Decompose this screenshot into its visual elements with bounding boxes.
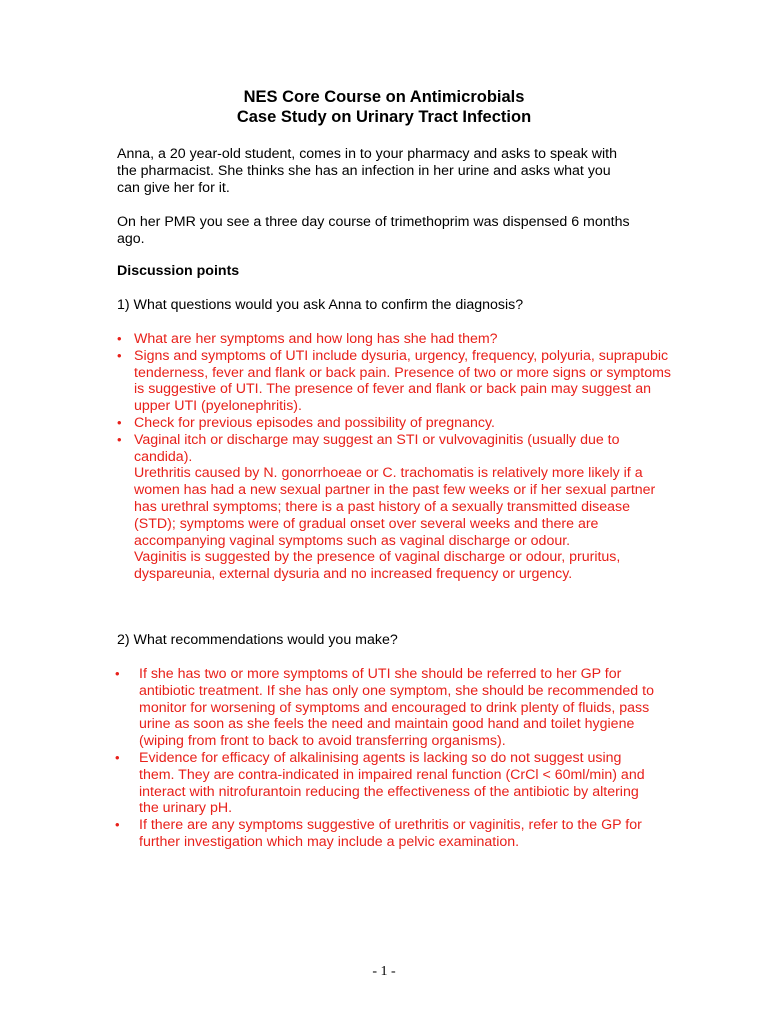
answer-text: Check for previous episodes and possibility of pregnancy. (134, 414, 495, 431)
list-item (115, 749, 659, 817)
answer-subparagraph: Urethritis caused by N. gonorrhoeae or C. trachomatis is relatively more likely if a women has had a new sexual partner in the past few weeks or if her sexual partner has urethral symptoms; there is a past history of a sexually transmitted disease (STD); symptoms were of gradual onset over several weeks and there are accompanying vaginal symptoms such as vaginal discharge or odour. (134, 465, 656, 549)
document-title: NES Core Course on Antimicrobials (243, 88, 525, 106)
answer-text: What are her symptoms and how long has she had them? (134, 331, 498, 347)
bullet-icon: • (117, 347, 122, 363)
answer-text: Evidence for efficacy of alkalinising agents is lacking so do not suggest using them. They are contra-indicated in impaired renal function (CrCl < 60ml/min) and interact with nitrofurantoin reducing the effectiveness of the antibiotic by altering the urinary pH. (139, 749, 645, 817)
question-1: 1) What questions would you ask Anna to confirm the diagnosis? (117, 297, 524, 313)
list-item (115, 666, 659, 750)
intro-paragraph: Anna, a 20 year-old student, comes in to your pharmacy and asks to speak with the pharmacist. She thinks she has an infection in her urine and asks what you can give her for it. (117, 146, 617, 196)
answer-list-2 (115, 666, 659, 851)
list-item (117, 431, 674, 583)
answer-subparagraph: Vaginitis is suggested by the presence of vaginal discharge or odour, pruritus, dyspareunia, external dysuria and no increased frequency or urgency. (134, 549, 621, 583)
bullet-icon: • (117, 431, 122, 447)
list-item (117, 331, 674, 348)
page-number: - 1 - (372, 964, 396, 979)
bullet-icon: • (115, 666, 120, 681)
discussion-heading: Discussion points (117, 263, 240, 279)
question-2: 2) What recommendations would you make? (117, 632, 398, 648)
list-item (117, 347, 674, 415)
document-subtitle: Case Study on Urinary Tract Infection (236, 108, 532, 126)
bullet-icon: • (115, 749, 120, 765)
bullet-icon: • (117, 414, 122, 430)
bullet-icon: • (115, 817, 120, 833)
bullet-icon: • (117, 331, 122, 346)
list-item (117, 414, 674, 432)
answer-text: If she has two or more symptoms of UTI she should be referred to her GP for antibiotic treatment. If she has only one symptom, she should be recommended to monitor for worsening of symptoms and encouraged to drink plenty of fluids, pass urine as soon as she feels the need and maintain good hand and toilet hygiene (wiping from front to back to avoid transferring organisms). (139, 666, 654, 750)
answer-text: Signs and symptoms of UTI include dysuria, urgency, frequency, polyuria, suprapubic tenderness, fever and flank or back pain. Presence of two or more signs or symptoms is suggestive of UTI. The presence of fever and flank or back pain may suggest an upper UTI (pyelonephritis). (134, 347, 672, 415)
answer-list-1 (117, 331, 674, 583)
answer-text: Vaginal itch or discharge may suggest an STI or vulvovaginitis (usually due to candida). (134, 431, 620, 465)
pmr-paragraph: On her PMR you see a three day course of trimethoprim was dispensed 6 months ago. (117, 214, 630, 247)
answer-text: If there are any symptoms suggestive of urethritis or vaginitis, refer to the GP for further investigation which may include a pelvic examination. (139, 817, 642, 850)
list-item (115, 817, 659, 851)
